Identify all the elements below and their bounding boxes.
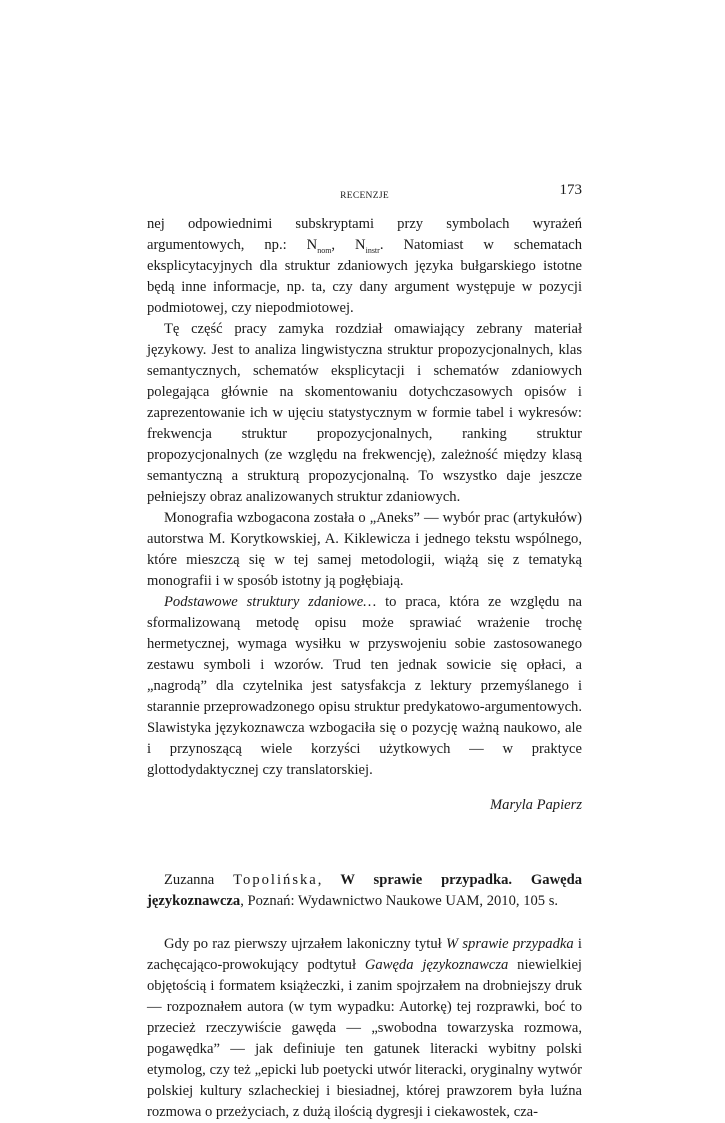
subscript: nom (317, 245, 332, 255)
page-number: 173 (559, 182, 582, 198)
book-title: W sprawie przypadka. Gawęda językoznawcza (147, 872, 582, 909)
text-run: , N (331, 237, 366, 253)
subtitle-italic: Gawęda językoznawcza (364, 957, 509, 973)
author-first-name: Zuzanna (164, 872, 234, 888)
author-last-name: Topolińska (233, 872, 318, 888)
text-run: nej odpowiednimi subskryptami przy symbolach wyrażeń argumentowych, np.: N (147, 216, 582, 253)
page-body (147, 214, 582, 1123)
book-title-italic: Podstawowe struktury zdaniowe… (164, 594, 377, 610)
text-run: niewielkiej objętością i formatem książeczki, i zanim spojrzałem na drobniejszy druk — rozpoznałem autora (w tym wypadku: Autorkę) tej rozprawki, boć to przecież rzeczywiście gawęda — „swobodna towarzyska rozmowa, pogawędka” — jak definiuje ten gatunek literacki wybitny polski etymolog, czy też „epicki lub poetycki utwór literacki, oryginalny wytwór polskiej kultury szlacheckiej i biesiadnej, której prawzorem była luźna rozmowa o przeżyciach, z dużą ilością dygresji i ciekawostek, cza- (147, 957, 582, 1120)
running-head: RECENZJE (340, 191, 389, 201)
text-run: i zachęcająco-prowokujący podtytuł (147, 936, 582, 973)
separator: , (317, 872, 341, 888)
reviewer-signature: Maryla Papierz (489, 797, 582, 813)
publication-details: , Poznań: Wydawnictwo Naukowe UAM, 2010, 105 s. (240, 893, 559, 909)
review1-paragraph-3: Monografia wzbogacona została o „Aneks” — wybór prac (artykułów) autorstwa M. Korytkowskiej, A. Kiklewicza i jednego tekstu wspólnego, które mieszczą się w tej samej metodologii, wiążą się z tematyką monografii i w sposób istotny ją pogłębiają. (147, 510, 582, 589)
text-run: . Natomiast w schematach eksplicytacyjnych dla struktur zdaniowych języka bułgarskiego istotne będą inne informacje, np. ta, czy dany argument występuje w pozycji podmiotowej, czy niepodmiotowej. (147, 237, 582, 316)
title-italic: W sprawie przypadka (445, 936, 574, 952)
review1-paragraph-2: Tę część pracy zamyka rozdział omawiający zebrany materiał językowy. Jest to analiza lingwistyczna struktur propozycjonalnych, klas semantycznych, schematów eksplicytacji i schematów zdaniowych polegająca głównie na skomentowaniu dotychczasowych opisów i zaprezentowanie ich w ujęciu statystycznym w formie tabel i wykresów: frekwencja struktur propozycjonalnych, ranking struktur propozycjonalnych (ze względu na frekwencję), zależność między klasą semantyczną a strukturą propozycjonalną. To wszystko daje jeszcze pełniejszy obraz analizowanych struktur zdaniowych. (147, 321, 582, 505)
review1-paragraph-1 (147, 214, 582, 319)
text-run: to praca, która ze względu na sformalizowaną metodę opisu może sprawiać wrażenie trochę hermetycznej, wymaga wysiłku w przyswojeniu sobie zastosowanego zestawu symboli i wzorów. Trud ten jednak sowicie się opłaci, a „nagrodą” dla czytelnika jest satysfakcja z lektury przemyślanego i starannie przeprowadzonego opisu struktur predykatowo-argumentowych. Slawistyka językoznawcza wzbogaciła się o pozycję ważną naukowo, ale i przynoszącą wiele korzyści użytkowych — w praktyce glottodydaktycznej czy translatorskiej. (147, 594, 582, 778)
text-run: Gdy po raz pierwszy ujrzałem lakoniczny tytuł (164, 936, 446, 952)
page-header (147, 180, 582, 202)
review1-paragraph-4 (147, 592, 582, 781)
subscript: instr (365, 245, 380, 255)
review2-bibliographic-header (147, 870, 582, 912)
review2-paragraph-1 (147, 934, 582, 1123)
